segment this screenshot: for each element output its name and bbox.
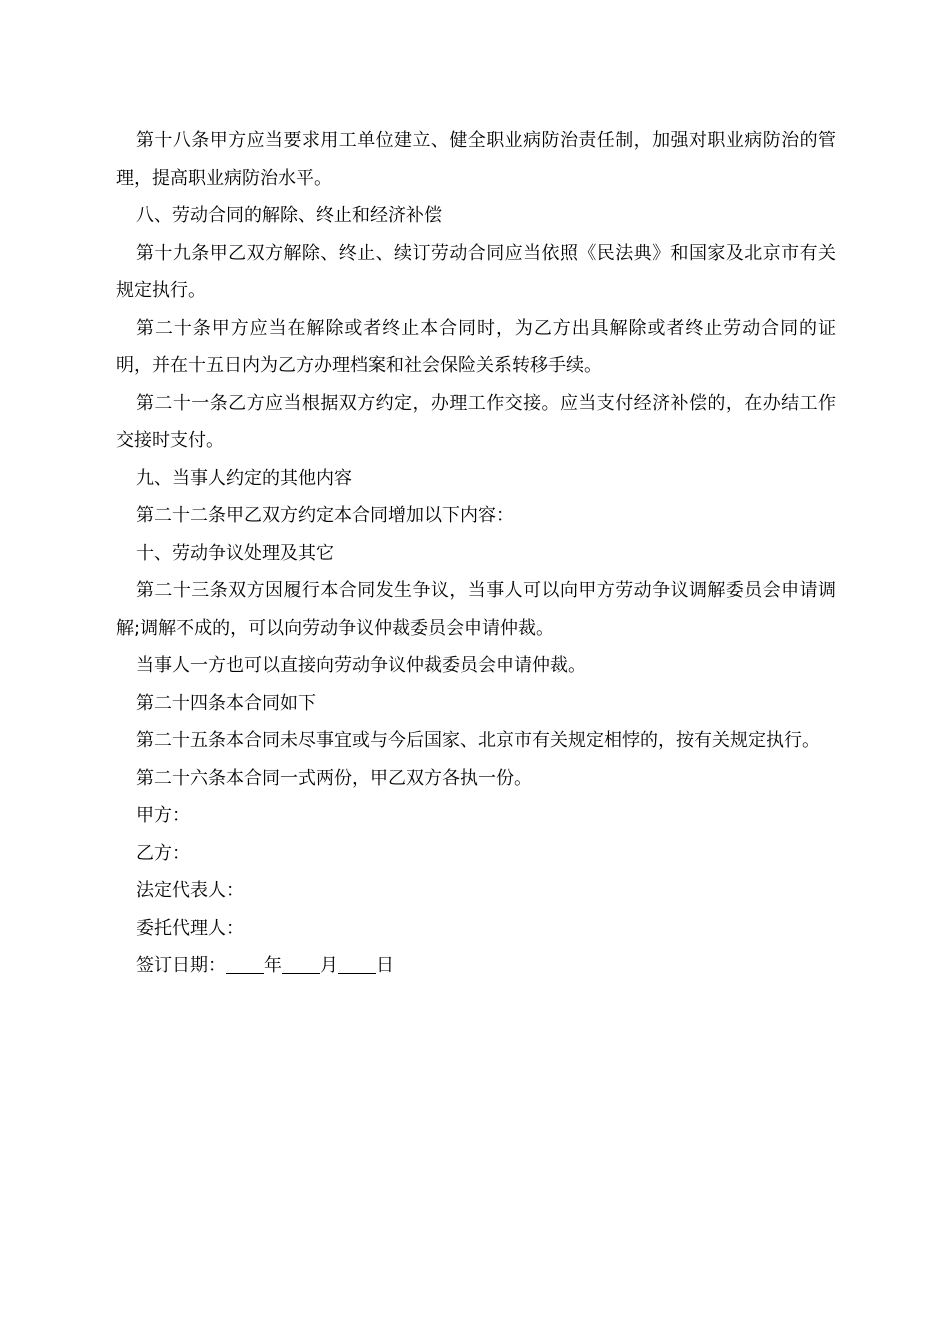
party-b-label: 乙方： xyxy=(136,842,190,864)
article-19: 第十九条甲乙双方解除、终止、续订劳动合同应当依照《民法典》和国家及北京市有关规定执行。 xyxy=(116,242,836,301)
month-label: 月 xyxy=(320,955,338,976)
year-label: 年 xyxy=(264,955,282,976)
article-23: 第二十三条双方因履行本合同发生争议，当事人可以向甲方劳动争议调解委员会申请调解;调解不成的，可以向劳动争议仲裁委员会申请仲裁。 xyxy=(116,580,836,639)
agent-line xyxy=(116,910,836,948)
article-22: 第二十二条甲乙双方约定本合同增加以下内容： xyxy=(136,505,514,526)
article-24: 第二十四条本合同如下 xyxy=(136,692,316,714)
section-9-heading: 九、当事人约定的其他内容 xyxy=(136,467,352,489)
signing-date-line xyxy=(116,947,836,985)
year-blank xyxy=(226,955,264,974)
article-25: 第二十五条本合同未尽事宜或与今后国家、北京市有关规定相悖的，按有关规定执行。 xyxy=(136,730,820,751)
section-8-heading: 八、劳动合同的解除、终止和经济补偿 xyxy=(136,205,442,226)
party-b-line xyxy=(116,835,836,873)
legal-rep-line xyxy=(116,872,836,910)
day-label: 日 xyxy=(376,955,394,976)
party-a-label: 甲方： xyxy=(136,805,190,826)
article-26: 第二十六条本合同一式两份，甲乙双方各执一份。 xyxy=(136,767,532,789)
signing-date-label: 签订日期： xyxy=(136,955,226,976)
section-10-heading: 十、劳动争议处理及其它 xyxy=(136,542,334,564)
article-23-cont: 当事人一方也可以直接向劳动争议仲裁委员会申请仲裁。 xyxy=(136,655,586,676)
day-blank xyxy=(338,955,376,974)
article-21: 第二十一条乙方应当根据双方约定，办理工作交接。应当支付经济补偿的，在办结工作交接时支付。 xyxy=(116,392,836,451)
document-page xyxy=(116,122,836,985)
agent-label: 委托代理人： xyxy=(136,917,244,939)
article-18: 第十八条甲方应当要求用工单位建立、健全职业病防治责任制，加强对职业病防治的管理，提高职业病防治水平。 xyxy=(116,130,836,189)
month-blank xyxy=(282,955,320,974)
article-20: 第二十条甲方应当在解除或者终止本合同时，为乙方出具解除或者终止劳动合同的证明，并在十五日内为乙方办理档案和社会保险关系转移手续。 xyxy=(116,317,836,376)
legal-rep-label: 法定代表人： xyxy=(136,880,244,901)
party-a-line xyxy=(116,797,836,835)
